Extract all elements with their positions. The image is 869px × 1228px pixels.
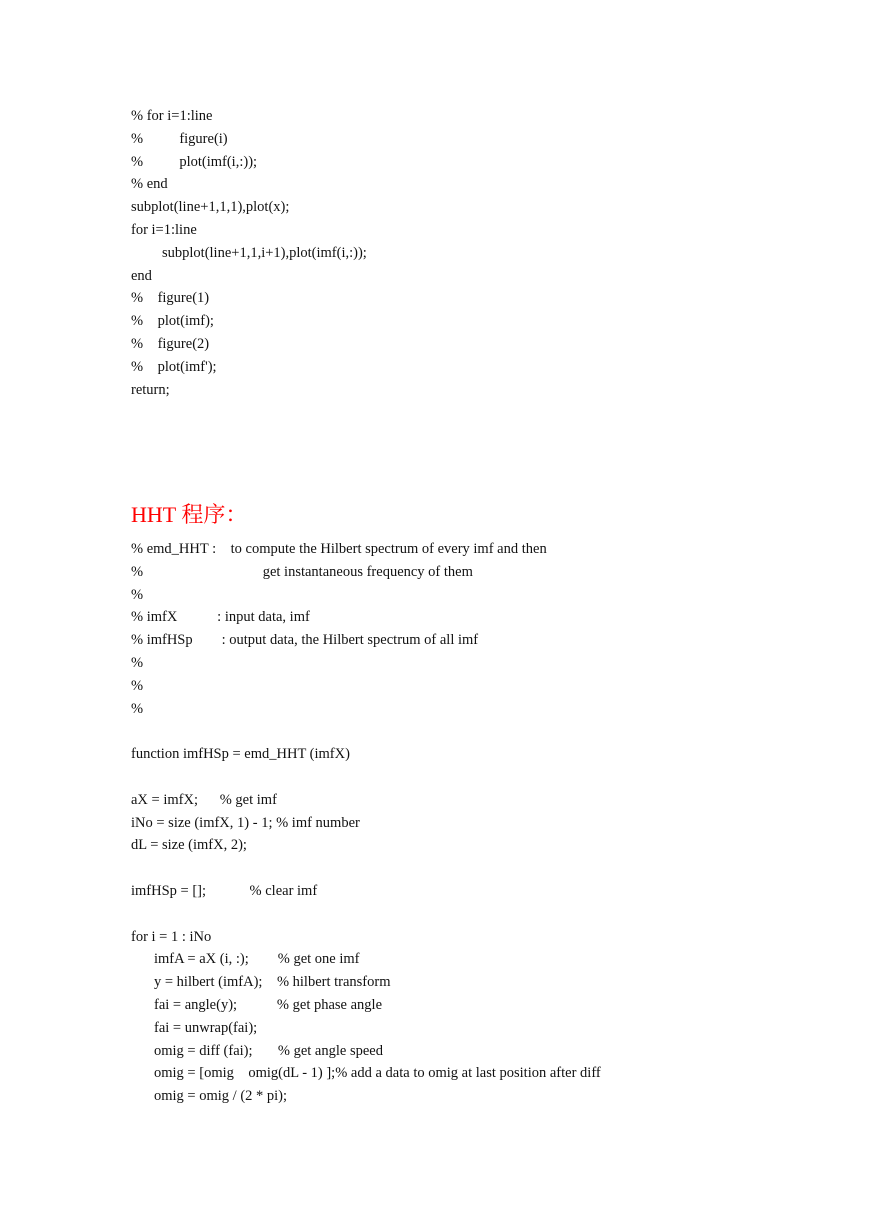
code-line: return; [131, 381, 170, 398]
code-line: dL = size (imfX, 2); [131, 837, 247, 854]
code-line: % plot(imf'); [131, 358, 217, 375]
code-line: function imfHSp = emd_HHT (imfX) [131, 746, 350, 763]
code-line: omig = [omig omig(dL - 1) ];% add a data to omig at last position after diff [154, 1065, 601, 1082]
code-line: % emd_HHT : to compute the Hilbert spectrum of every imf and then [131, 541, 547, 557]
code-line: end [131, 267, 152, 284]
code-line: omig = omig / (2 * pi); [154, 1088, 288, 1105]
code-line: % [131, 677, 144, 694]
code-line: subplot(line+1,1,i+1),plot(imf(i,:)); [162, 244, 367, 261]
code-block-emd-hht [131, 538, 831, 1108]
code-line: % figure(1) [131, 290, 210, 307]
code-line: for i=1:line [131, 221, 197, 238]
code-line: % [131, 700, 144, 717]
blank-line [131, 766, 831, 789]
code-line: % [131, 586, 144, 603]
code-line: % figure(2) [131, 335, 210, 352]
code-line: imfA = aX (i, :); % get one imf [154, 951, 360, 968]
code-line: % figure(i) [131, 130, 228, 147]
code-line: % plot(imf(i,:)); [131, 153, 258, 170]
blank-line [131, 720, 831, 743]
code-line: % imfX : input data, imf [131, 609, 310, 626]
code-line: % plot(imf); [131, 313, 214, 330]
section-heading-hht: HHT 程序： [131, 502, 248, 527]
code-line: % imfHSp : output data, the Hilbert spectrum of all imf [131, 632, 479, 649]
code-line: % end [131, 176, 168, 193]
code-line: aX = imfX; % get imf [131, 791, 277, 808]
code-line: imfHSp = []; % clear imf [131, 882, 318, 899]
code-line: subplot(line+1,1,1),plot(x); [131, 199, 290, 216]
code-block-plot [131, 105, 831, 401]
code-line: % for i=1:line [131, 108, 213, 124]
code-line: fai = angle(y); % get phase angle [154, 996, 383, 1013]
blank-line [131, 903, 831, 926]
code-line: for i = 1 : iNo [131, 928, 212, 945]
code-line: % [131, 654, 144, 671]
code-line: iNo = size (imfX, 1) - 1; % imf number [131, 814, 360, 831]
code-line: fai = unwrap(fai); [154, 1019, 258, 1036]
code-line: % get instantaneous frequency of them [131, 563, 473, 580]
code-line: omig = diff (fai); % get angle speed [154, 1042, 383, 1059]
code-line: y = hilbert (imfA); % hilbert transform [154, 974, 391, 991]
blank-line [131, 857, 831, 880]
